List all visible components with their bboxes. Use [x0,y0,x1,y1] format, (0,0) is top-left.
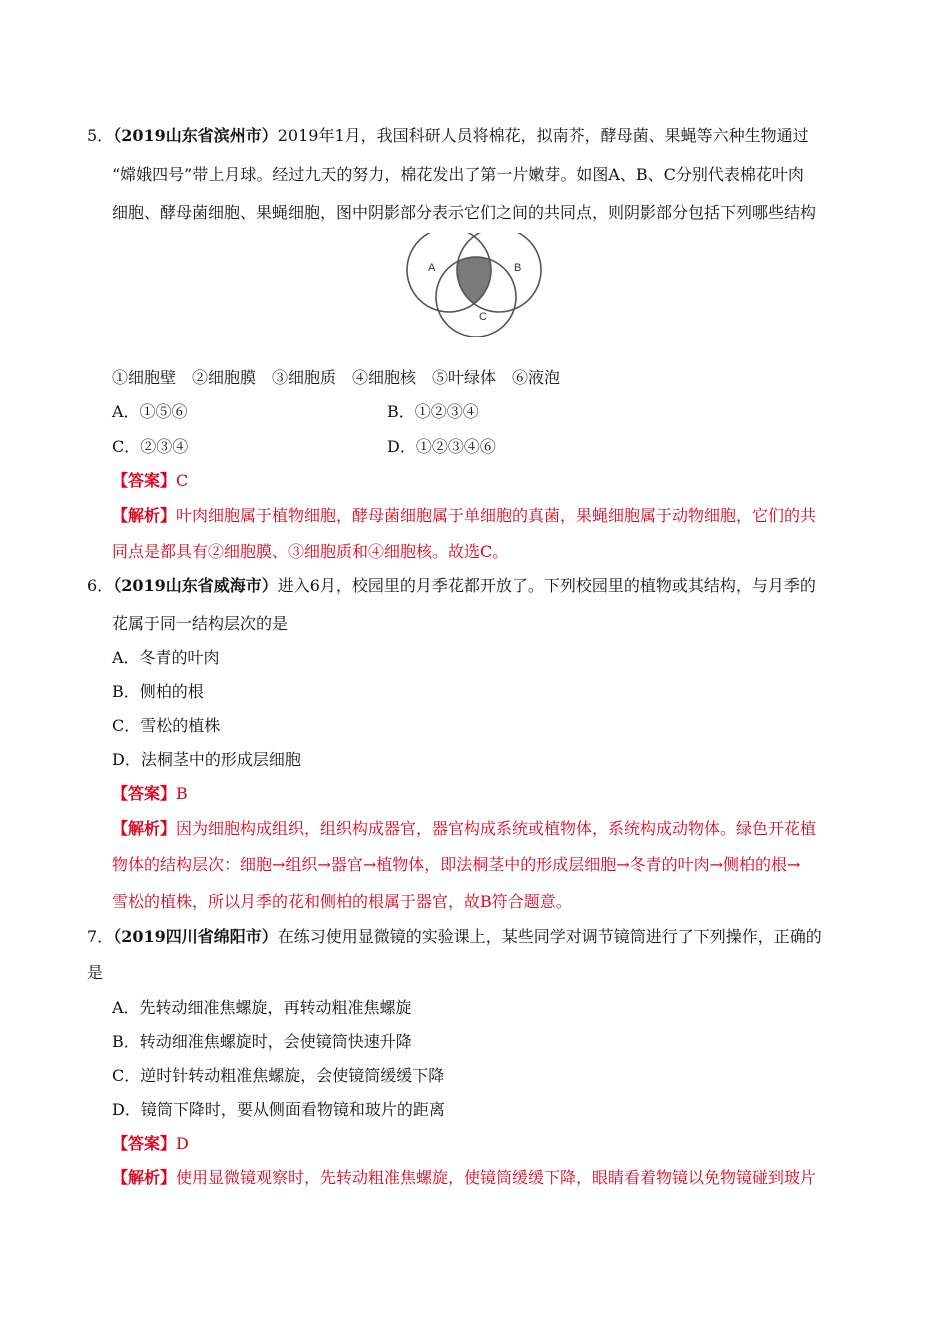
question-5-option-d: D．①②③④⑥ [387,437,496,456]
question-7-option-a: A．先转动细准焦螺旋，再转动粗准焦螺旋 [112,998,412,1017]
question-6-analysis-line-3: 雪松的植株，所以月季的花和侧柏的根属于器官，故B符合题意。 [112,892,572,911]
question-7-stem-line-1: 7．（2019四川省绵阳市）在练习使用显微镜的实验课上，某些同学对调节镜筒进行了下列操作，正确的 [87,927,822,946]
question-5-stem-line-3: 细胞、酵母菌细胞、果蝇细胞，图中阴影部分表示它们之间的共同点，则阴影部分包括下列哪些结构 [112,203,817,222]
question-number: 7． [87,927,114,946]
question-5-stem-line-1: 5．（2019山东省滨州市）2019年1月，我国科研人员将棉花，拟南芥，酵母菌、果蝇等六种生物通过 [87,126,809,145]
venn-diagram [404,233,549,337]
question-7-answer: 【答案】D [112,1134,189,1153]
label-c: C [479,311,487,323]
question-5-analysis-line-2: 同点是都具有②细胞膜、③细胞质和④细胞核。故选C。 [112,542,509,561]
question-7-analysis-line-1: 【解析】使用显微镜观察时，先转动粗准焦螺旋，使镜筒缓缓下降，眼睛看着物镜以免物镜碰到玻片 [112,1168,817,1187]
question-number: 6． [87,576,114,595]
question-source: （2019四川省绵阳市） [113,927,278,946]
question-6-stem-line-1: 6．（2019山东省威海市）进入6月，校园里的月季花都开放了。下列校园里的植物或其结构，与月季的 [87,576,816,595]
question-source: （2019山东省滨州市） [113,126,278,145]
question-6-answer: 【答案】B [112,784,188,803]
question-6-option-a: A．冬青的叶肉 [112,648,220,667]
question-6-analysis-line-1: 【解析】因为细胞构成组织，组织构成器官，器官构成系统或植物体，系统构成动物体。绿色开花植 [112,819,817,838]
question-5-stem-line-2: “嫦娥四号”带上月球。经过九天的努力，棉花发出了第一片嫩芽。如图A、B、C分别代表棉花叶肉 [112,165,804,184]
question-6-option-d: D．法桐茎中的形成层细胞 [112,750,301,769]
question-5-option-c: C．②③④ [112,437,189,456]
question-7-option-d: D．镜筒下降时，要从侧面看物镜和玻片的距离 [112,1100,445,1119]
question-5-option-a: A．①⑤⑥ [112,402,188,421]
label-b: B [514,262,522,274]
question-number: 5． [87,126,114,145]
question-6-stem-line-2: 花属于同一结构层次的是 [112,614,289,633]
question-6-option-b: B．侧柏的根 [112,682,204,701]
question-5-analysis-line-1: 【解析】叶肉细胞属于植物细胞，酵母菌细胞属于单细胞的真菌，果蝇细胞属于动物细胞，它们的共 [112,506,817,525]
question-7-option-b: B．转动细准焦螺旋时，会使镜筒快速升降 [112,1032,412,1051]
question-5-answer: 【答案】C [112,471,189,490]
question-6-option-c: C．雪松的植株 [112,716,221,735]
label-a: A [428,262,436,274]
question-5-option-b: B．①②③④ [387,402,479,421]
question-6-analysis-line-2: 物体的结构层次：细胞→组织→器官→植物体，即法桐茎中的形成层细胞→冬青的叶肉→侧柏的根→ [112,855,801,874]
question-5-items: ①细胞壁 ②细胞膜 ③细胞质 ④细胞核 ⑤叶绿体 ⑥液泡 [112,368,561,387]
question-source: （2019山东省威海市） [113,576,278,595]
question-7-stem-line-2: 是 [87,963,104,982]
question-7-option-c: C．逆时针转动粗准焦螺旋，会使镜筒缓缓下降 [112,1066,445,1085]
